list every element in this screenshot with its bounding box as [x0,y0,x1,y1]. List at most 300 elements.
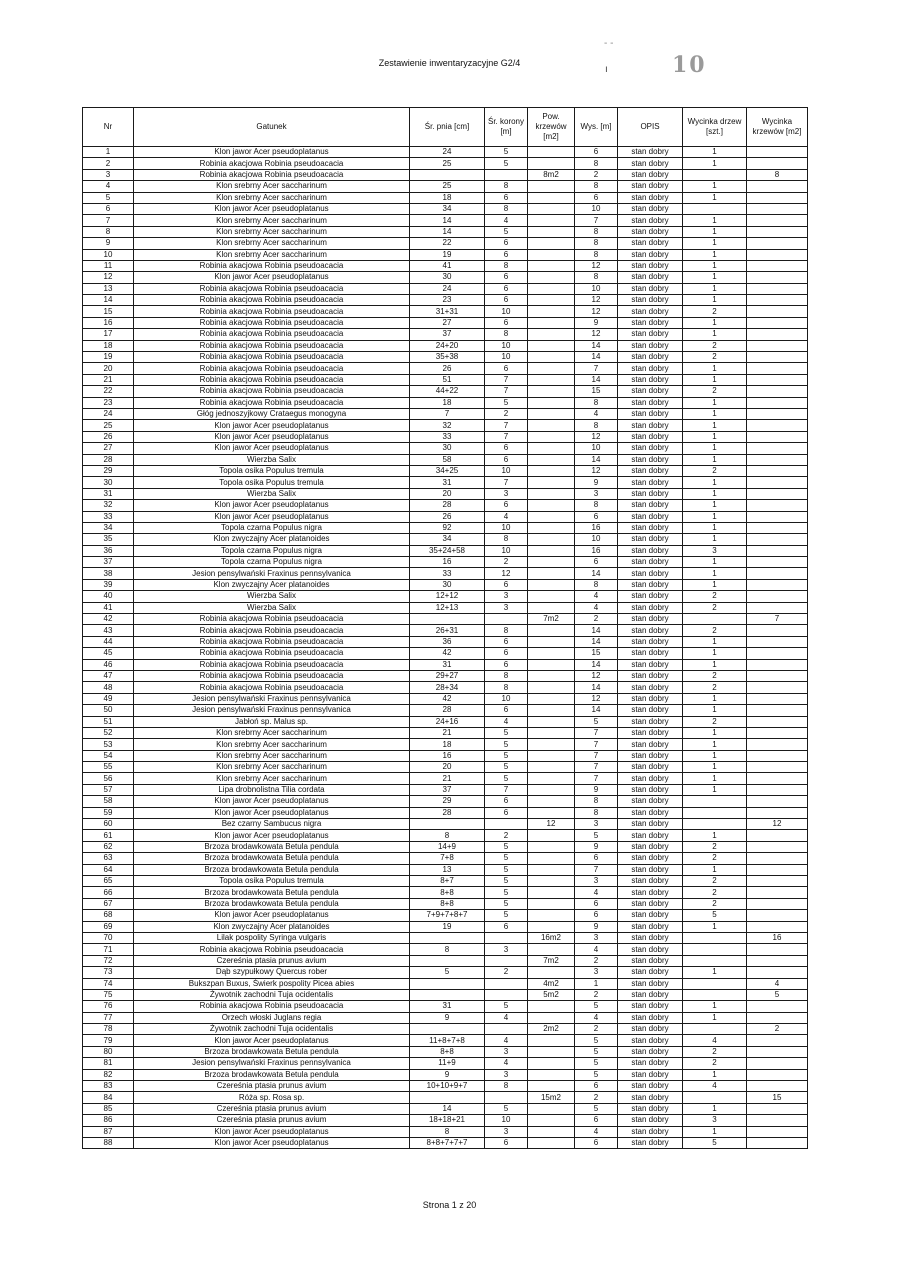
cell-tree-removal: 2 [683,1058,747,1069]
cell-trunk-diameter: 25 [410,181,485,192]
cell-crown-diameter: 6 [485,272,528,283]
cell-species: Bukszpan Buxus, Świerk pospolity Picea abies [134,978,410,989]
cell-crown-diameter: 3 [485,488,528,499]
table-row [83,1103,808,1114]
cell-tree-removal: 1 [683,784,747,795]
cell-height: 14 [575,705,618,716]
cell-tree-removal: 1 [683,431,747,442]
cell-crown-diameter: 3 [485,1126,528,1137]
cell-tree-removal: 1 [683,408,747,419]
table-row [83,488,808,499]
table-row [83,841,808,852]
cell-species: Klon jawor Acer pseudoplatanus [134,147,410,158]
cell-shrub-area [528,340,575,351]
cell-shrub-removal [747,727,808,738]
header-trunk-diameter: Śr. pnia [cm] [410,108,485,147]
cell-trunk-diameter: 30 [410,579,485,590]
cell-species: Wierzba Salix [134,602,410,613]
cell-height: 12 [575,431,618,442]
cell-tree-removal: 2 [683,716,747,727]
cell-shrub-area [528,1137,575,1148]
cell-nr: 2 [83,158,134,169]
cell-trunk-diameter: 19 [410,921,485,932]
table-row [83,397,808,408]
cell-species: Klon srebrny Acer saccharinum [134,249,410,260]
cell-tree-removal [683,955,747,966]
cell-nr: 48 [83,682,134,693]
scan-artifact: - - [604,38,614,49]
cell-shrub-area [528,329,575,340]
cell-trunk-diameter: 14 [410,1103,485,1114]
cell-species: Orzech włoski Juglans regia [134,1012,410,1023]
cell-crown-diameter: 5 [485,158,528,169]
cell-tree-removal: 2 [683,898,747,909]
cell-nr: 18 [83,340,134,351]
cell-description: stan dobry [618,295,683,306]
cell-description: stan dobry [618,431,683,442]
cell-shrub-area [528,534,575,545]
cell-tree-removal: 3 [683,1115,747,1126]
cell-nr: 46 [83,659,134,670]
cell-crown-diameter: 7 [485,431,528,442]
cell-tree-removal: 1 [683,272,747,283]
cell-shrub-area: 2m2 [528,1024,575,1035]
cell-tree-removal: 1 [683,967,747,978]
cell-shrub-removal [747,682,808,693]
cell-nr: 42 [83,614,134,625]
cell-species: Wierzba Salix [134,591,410,602]
cell-trunk-diameter: 31 [410,477,485,488]
table-row [83,203,808,214]
cell-crown-diameter: 4 [485,1058,528,1069]
cell-shrub-area [528,1115,575,1126]
cell-crown-diameter [485,955,528,966]
cell-trunk-diameter: 28+34 [410,682,485,693]
cell-height: 2 [575,614,618,625]
cell-species: Robinia akacjowa Robinia pseudoacacia [134,352,410,363]
cell-description: stan dobry [618,522,683,533]
cell-description: stan dobry [618,283,683,294]
cell-shrub-area [528,967,575,978]
cell-trunk-diameter: 9 [410,1012,485,1023]
cell-tree-removal: 1 [683,750,747,761]
cell-description: stan dobry [618,853,683,864]
cell-tree-removal [683,819,747,830]
handwritten-page-number: 10 [672,52,707,78]
cell-species: Klon srebrny Acer saccharinum [134,762,410,773]
cell-nr: 12 [83,272,134,283]
cell-trunk-diameter: 7 [410,408,485,419]
cell-shrub-removal [747,557,808,568]
cell-description: stan dobry [618,910,683,921]
cell-shrub-removal [747,1103,808,1114]
cell-trunk-diameter: 31 [410,1001,485,1012]
table-row [83,1035,808,1046]
cell-nr: 69 [83,921,134,932]
cell-description: stan dobry [618,830,683,841]
cell-shrub-area [528,203,575,214]
cell-shrub-area [528,762,575,773]
cell-crown-diameter: 6 [485,295,528,306]
cell-height: 7 [575,215,618,226]
cell-description: stan dobry [618,249,683,260]
cell-shrub-area [528,1001,575,1012]
cell-nr: 60 [83,819,134,830]
cell-shrub-area [528,591,575,602]
cell-trunk-diameter [410,1092,485,1103]
table-row [83,819,808,830]
cell-crown-diameter: 8 [485,670,528,681]
cell-crown-diameter: 5 [485,739,528,750]
table-row [83,1012,808,1023]
table-row [83,967,808,978]
cell-tree-removal: 1 [683,329,747,340]
cell-shrub-area [528,750,575,761]
cell-description: stan dobry [618,1046,683,1057]
cell-nr: 37 [83,557,134,568]
cell-crown-diameter: 8 [485,181,528,192]
cell-nr: 17 [83,329,134,340]
cell-height: 5 [575,1103,618,1114]
cell-trunk-diameter: 26 [410,363,485,374]
cell-shrub-area [528,192,575,203]
cell-tree-removal [683,614,747,625]
table-header-row [83,108,808,147]
cell-species: Klon srebrny Acer saccharinum [134,238,410,249]
cell-shrub-area [528,1069,575,1080]
cell-trunk-diameter: 8+8 [410,1046,485,1057]
header-shrub-area: Pow. krzewów [m2] [528,108,575,147]
cell-species: Dąb szypułkowy Quercus rober [134,967,410,978]
cell-species: Robinia akacjowa Robinia pseudoacacia [134,306,410,317]
cell-nr: 35 [83,534,134,545]
cell-description: stan dobry [618,557,683,568]
cell-shrub-area [528,887,575,898]
cell-description: stan dobry [618,682,683,693]
cell-height: 8 [575,226,618,237]
cell-tree-removal: 1 [683,522,747,533]
cell-trunk-diameter: 24 [410,283,485,294]
header-species: Gatunek [134,108,410,147]
cell-shrub-area [528,443,575,454]
cell-crown-diameter: 6 [485,192,528,203]
cell-height: 4 [575,602,618,613]
cell-trunk-diameter: 36 [410,636,485,647]
cell-description: stan dobry [618,625,683,636]
cell-crown-diameter [485,1092,528,1103]
cell-crown-diameter: 5 [485,887,528,898]
cell-species: Klon zwyczajny Acer platanoides [134,921,410,932]
cell-shrub-removal [747,739,808,750]
cell-shrub-removal [747,283,808,294]
cell-crown-diameter: 2 [485,557,528,568]
cell-height: 10 [575,534,618,545]
cell-species: Klon jawor Acer pseudoplatanus [134,807,410,818]
cell-trunk-diameter: 8 [410,1126,485,1137]
cell-shrub-area [528,431,575,442]
cell-height: 6 [575,910,618,921]
cell-trunk-diameter: 20 [410,488,485,499]
cell-nr: 71 [83,944,134,955]
cell-description: stan dobry [618,636,683,647]
cell-crown-diameter: 5 [485,226,528,237]
cell-height: 10 [575,203,618,214]
cell-shrub-area [528,796,575,807]
cell-crown-diameter: 3 [485,1046,528,1057]
cell-height: 4 [575,1126,618,1137]
cell-crown-diameter [485,614,528,625]
cell-crown-diameter: 10 [485,465,528,476]
table-row [83,568,808,579]
cell-crown-diameter: 6 [485,454,528,465]
cell-tree-removal: 1 [683,864,747,875]
cell-height: 8 [575,397,618,408]
cell-tree-removal: 1 [683,773,747,784]
cell-description: stan dobry [618,1126,683,1137]
cell-nr: 55 [83,762,134,773]
cell-trunk-diameter: 11+9 [410,1058,485,1069]
cell-shrub-removal [747,693,808,704]
table-row [83,431,808,442]
cell-crown-diameter: 4 [485,215,528,226]
cell-description: stan dobry [618,534,683,545]
cell-description: stan dobry [618,648,683,659]
table-row [83,477,808,488]
cell-shrub-removal [747,238,808,249]
table-row [83,898,808,909]
cell-trunk-diameter: 26+31 [410,625,485,636]
table-row [83,374,808,385]
cell-shrub-removal [747,898,808,909]
cell-description: stan dobry [618,659,683,670]
cell-shrub-removal [747,1081,808,1092]
cell-species: Czereśnia ptasia prunus avium [134,1081,410,1092]
cell-tree-removal: 2 [683,841,747,852]
cell-description: stan dobry [618,1069,683,1080]
cell-height: 14 [575,340,618,351]
cell-nr: 13 [83,283,134,294]
cell-nr: 30 [83,477,134,488]
cell-trunk-diameter: 24+20 [410,340,485,351]
cell-description: stan dobry [618,408,683,419]
cell-tree-removal [683,169,747,180]
cell-shrub-removal [747,579,808,590]
cell-species: Robinia akacjowa Robinia pseudoacacia [134,397,410,408]
cell-shrub-area [528,306,575,317]
cell-nr: 65 [83,876,134,887]
cell-species: Robinia akacjowa Robinia pseudoacacia [134,329,410,340]
cell-tree-removal: 1 [683,659,747,670]
cell-shrub-removal [747,841,808,852]
table-row [83,887,808,898]
cell-height: 9 [575,921,618,932]
cell-tree-removal: 2 [683,591,747,602]
cell-crown-diameter: 6 [485,659,528,670]
cell-crown-diameter: 5 [485,727,528,738]
cell-height: 5 [575,1046,618,1057]
cell-shrub-area [528,249,575,260]
cell-crown-diameter: 2 [485,967,528,978]
cell-crown-diameter: 7 [485,386,528,397]
cell-trunk-diameter: 44+22 [410,386,485,397]
cell-height: 12 [575,693,618,704]
table-row [83,317,808,328]
cell-species: Głóg jednoszyjkowy Crataegus monogyna [134,408,410,419]
cell-trunk-diameter: 21 [410,727,485,738]
cell-tree-removal: 2 [683,340,747,351]
cell-height: 8 [575,158,618,169]
cell-trunk-diameter: 30 [410,272,485,283]
cell-shrub-area: 5m2 [528,989,575,1000]
cell-trunk-diameter: 34+25 [410,465,485,476]
cell-height: 10 [575,443,618,454]
cell-species: Klon jawor Acer pseudoplatanus [134,1035,410,1046]
cell-height: 15 [575,386,618,397]
cell-crown-diameter: 8 [485,534,528,545]
cell-trunk-diameter: 8 [410,830,485,841]
cell-trunk-diameter: 34 [410,203,485,214]
cell-height: 14 [575,374,618,385]
cell-trunk-diameter: 14+9 [410,841,485,852]
cell-species: Topola osika Populus tremula [134,876,410,887]
cell-description: stan dobry [618,397,683,408]
cell-trunk-diameter: 12+12 [410,591,485,602]
cell-crown-diameter: 5 [485,762,528,773]
cell-species: Żywotnik zachodni Tuja ocidentalis [134,1024,410,1035]
cell-height: 15 [575,648,618,659]
cell-shrub-removal: 2 [747,1024,808,1035]
table-row [83,352,808,363]
cell-nr: 61 [83,830,134,841]
cell-trunk-diameter: 21 [410,773,485,784]
cell-description: stan dobry [618,238,683,249]
cell-shrub-area [528,625,575,636]
cell-trunk-diameter: 33 [410,568,485,579]
cell-species: Brzoza brodawkowata Betula pendula [134,1046,410,1057]
cell-shrub-removal [747,340,808,351]
cell-species: Brzoza brodawkowata Betula pendula [134,841,410,852]
cell-shrub-removal [747,887,808,898]
cell-description: stan dobry [618,989,683,1000]
cell-trunk-diameter: 16 [410,750,485,761]
cell-description: stan dobry [618,944,683,955]
cell-shrub-removal [747,670,808,681]
cell-description: stan dobry [618,1001,683,1012]
table-row [83,454,808,465]
cell-nr: 43 [83,625,134,636]
cell-shrub-area [528,317,575,328]
cell-description: stan dobry [618,876,683,887]
cell-shrub-area [528,545,575,556]
cell-height: 8 [575,807,618,818]
cell-trunk-diameter: 28 [410,807,485,818]
cell-shrub-removal [747,716,808,727]
cell-tree-removal: 4 [683,1035,747,1046]
cell-nr: 21 [83,374,134,385]
cell-height: 7 [575,363,618,374]
cell-species: Robinia akacjowa Robinia pseudoacacia [134,659,410,670]
cell-height: 12 [575,260,618,271]
cell-shrub-area [528,1012,575,1023]
cell-shrub-removal: 4 [747,978,808,989]
cell-crown-diameter: 8 [485,625,528,636]
cell-description: stan dobry [618,887,683,898]
cell-tree-removal: 1 [683,1001,747,1012]
cell-species: Klon jawor Acer pseudoplatanus [134,500,410,511]
cell-trunk-diameter: 5 [410,967,485,978]
cell-tree-removal: 1 [683,1126,747,1137]
cell-height: 2 [575,955,618,966]
cell-description: stan dobry [618,1137,683,1148]
cell-shrub-removal [747,955,808,966]
cell-species: Brzoza brodawkowata Betula pendula [134,887,410,898]
cell-shrub-removal [747,260,808,271]
cell-description: stan dobry [618,602,683,613]
table-row [83,249,808,260]
cell-tree-removal: 4 [683,1081,747,1092]
cell-height: 5 [575,716,618,727]
table-row [83,876,808,887]
cell-height: 14 [575,636,618,647]
cell-species: Robinia akacjowa Robinia pseudoacacia [134,317,410,328]
cell-species: Klon srebrny Acer saccharinum [134,773,410,784]
cell-shrub-area [528,682,575,693]
cell-nr: 24 [83,408,134,419]
cell-description: stan dobry [618,158,683,169]
cell-tree-removal [683,932,747,943]
cell-description: stan dobry [618,477,683,488]
cell-nr: 23 [83,397,134,408]
cell-description: stan dobry [618,967,683,978]
cell-height: 3 [575,876,618,887]
cell-shrub-removal [747,625,808,636]
cell-shrub-removal [747,192,808,203]
table-row [83,784,808,795]
cell-description: stan dobry [618,1103,683,1114]
cell-shrub-removal [747,534,808,545]
cell-shrub-area [528,773,575,784]
cell-shrub-removal [747,602,808,613]
cell-trunk-diameter: 33 [410,431,485,442]
cell-shrub-area [528,853,575,864]
cell-crown-diameter: 6 [485,283,528,294]
cell-height: 6 [575,853,618,864]
cell-height: 3 [575,932,618,943]
cell-species: Robinia akacjowa Robinia pseudoacacia [134,363,410,374]
cell-height: 16 [575,522,618,533]
cell-shrub-area [528,876,575,887]
cell-crown-diameter [485,932,528,943]
cell-nr: 29 [83,465,134,476]
cell-description: stan dobry [618,784,683,795]
cell-crown-diameter: 6 [485,317,528,328]
cell-shrub-area [528,147,575,158]
cell-species: Jesion pensylwański Fraxinus pennsylvanica [134,693,410,704]
cell-nr: 87 [83,1126,134,1137]
cell-description: stan dobry [618,443,683,454]
cell-shrub-area [528,898,575,909]
cell-nr: 25 [83,420,134,431]
cell-description: stan dobry [618,545,683,556]
cell-height: 6 [575,1115,618,1126]
cell-trunk-diameter: 34 [410,534,485,545]
cell-shrub-area [528,1035,575,1046]
cell-description: stan dobry [618,750,683,761]
cell-height: 2 [575,1024,618,1035]
cell-trunk-diameter: 18+18+21 [410,1115,485,1126]
cell-species: Lipa drobnolistna Tilia cordata [134,784,410,795]
cell-height: 2 [575,989,618,1000]
